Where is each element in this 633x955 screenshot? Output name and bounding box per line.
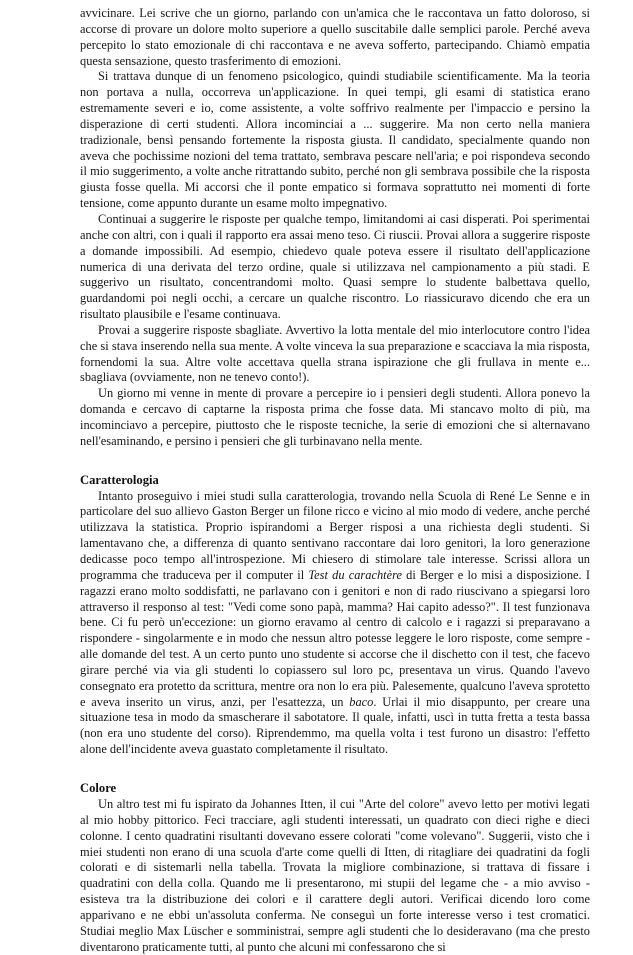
text-span: . Urlai il mio disappunto, per creare una situazione tesa in modo da smascherare il sabotatore. Il quale, infatti, uscì in tutta fretta a testa bassa (non era uno studente del corso). Riprendemmo, ma quella volta i test furono un disastro: l'effetto alone dell'incidente aveva guastato completamente il risultato. bbox=[80, 694, 590, 757]
text-span: di Berger e lo misi a disposizione. I ragazzi erano molto soddisfatti, ne parlavano con i genitori e non di rado riuscivano a spiegarsi loro attraverso il responso al test: "Vedi come sono papà, mamma? Hai capito adesso?". Il test funzionava bene. Ci fu però un'eccezione: un giorno eravamo al centro di calcolo e i ragazzi si preparavano a rispondere - singolarmente e in modo che nessun altro potesse leggere le loro risposte, come sempre - alle domande del test. A un certo punto uno studente si accorse che il dischetto con il test, che facevo girare perché via via gli studenti lo copiassero sul loro pc, presentava un virus. Quando l'avevo consegnato era protetto da scrittura, mentre ora non lo era più. Palesemente, qualcuno l'aveva sprotetto e aveva inserito un virus, anzi, per l'esattezza, un bbox=[80, 567, 590, 709]
paragraph: Un altro test mi fu ispirato da Johannes Itten, il cui "Arte del colore" avevo letto per motivi legati al mio hobby pittorico. Feci tracciare, agli studenti interessati, un quadrato con dieci righe e dieci colonne. I cento quadratini risultanti dovevano essere colorati "come volevano". Suggerii, visto che i miei studenti non erano di una scuola d'arte come quelli di Itten, di ritagliare dei quadratini da fogli colorati e di sistemarli nella tabella. Trovata la migliore combinazione, si trattava di fissare i quadratini con della colla. Quando me li presentarono, mi stupii del legame che - a mio avviso - esisteva tra la distribuzione dei colori e il carattere degli autori. Verificai dicendo loro come apparivano e ne ebbi un'assoluta conferma. Ne conseguì un forte interesse verso i test cromatici. Studiai meglio Max Lüscher e somministrai, sempre agli studenti che lo desideravano (ma che presto diventarono praticamente tutti, al punto che alcuni mi confessarono che si bbox=[80, 796, 590, 954]
paragraph bbox=[80, 489, 590, 758]
paragraph: avvicinare. Lei scrive che un giorno, parlando con un'amica che le raccontava un fatto doloroso, si accorse di provare un dolore molto superiore a quello suscitabile dalle semplici parole. Perché aveva percepito lo stato emozionale di chi raccontava e ne aveva sofferto, partecipando. Chiamò empatia questa sensazione, questo trasferimento di emozioni. bbox=[80, 6, 590, 68]
paragraph: Si trattava dunque di un fenomeno psicologico, quindi studiabile scientificamente. Ma la teoria non portava a nulla, occorreva un'applicazione. In quei tempi, gli esami di statistica erano estremamente severi e io, come assistente, a volte soffrivo realmente per l'impaccio e persino la disperazione di certi studenti. Allora incominciai a ... suggerire. Ma non certo nella maniera tradizionale, bensì pensando fortemente la risposta giusta. Il candidato, specialmente quando non aveva che pochissime nozioni del tema trattato, sembrava pescare nell'aria; e poi rispondeva secondo il mio suggerimento, a volte anche ritrattando subito, perché non gli sembrava possibile che la risposta giusta fosse quella. Mi accorsi che il ponte empatico si formava soprattutto nei momenti di forte tensione, come appunto durante un esame molto impegnativo. bbox=[80, 69, 590, 211]
italic-title: Test du carachtère bbox=[308, 567, 402, 582]
text-span: Intanto proseguivo i miei studi sulla caratterologia, trovando nella Scuola di René Le Senne e in particolare del suo allievo Gaston Berger un filone ricco e vicino al mio modo di vedere, anche perché utilizzava la statistica. Proprio ispirandomi a Berger risposi a una richiesta degli studenti. Si lamentavano che, a differenza di quanto sentivano raccontare dai loro genitori, la loro generazione dedicasse poco tempo all'introspezione. Mi chiesero di stimolare tale interesse. Scrissi allora un programma che traduceva per il computer il bbox=[80, 488, 590, 582]
italic-word: baco bbox=[349, 694, 374, 709]
section-heading-caratterologia: Caratterologia bbox=[80, 472, 159, 487]
paragraph: Provai a suggerire risposte sbagliate. Avvertivo la lotta mentale del mio interlocutore contro l'idea che si stava inserendo nella sua mente. A volte vinceva la sua preparazione e scacciava la mia risposta, fornendomi la sua. Altre volte accettava quella strana ispirazione che gli frullava in mente e... sbagliava (ovviamente, non ne tenevo conto!). bbox=[80, 322, 590, 385]
document-body bbox=[80, 6, 590, 955]
section-heading-colore: Colore bbox=[80, 780, 117, 795]
paragraph: Continuai a suggerire le risposte per qualche tempo, limitandomi ai casi disperati. Poi sperimentai anche con altri, con i quali il rapporto era assai meno teso. Ci riuscii. Provai allora a suggerire risposte a domande impossibili. Ad esempio, chiedevo quale poteva essere il risultato dell'applicazione numerica di una derivata del terzo ordine, quale si utilizzava nel campionamento a più stadi. E suggerivo un risultato, concentrandomi molto. Quasi sempre lo studente balbettava quello, guardandomi poi negli occhi, a cercare un qualche riscontro. Lo riassicuravo dicendo che era un risultato plausibile e l'esame continuava. bbox=[80, 211, 590, 322]
paragraph: Un giorno mi venne in mente di provare a percepire io i pensieri degli studenti. Allora ponevo la domanda e cercavo di captarne la risposta prima che fosse data. Mi stancavo molto di più, ma incominciavo a percepire, piuttosto che le risposte tecniche, la serie di emozioni che si alternavano nell'esaminando, e persino i pensieri che gli turbinavano nella mente. bbox=[80, 386, 590, 448]
